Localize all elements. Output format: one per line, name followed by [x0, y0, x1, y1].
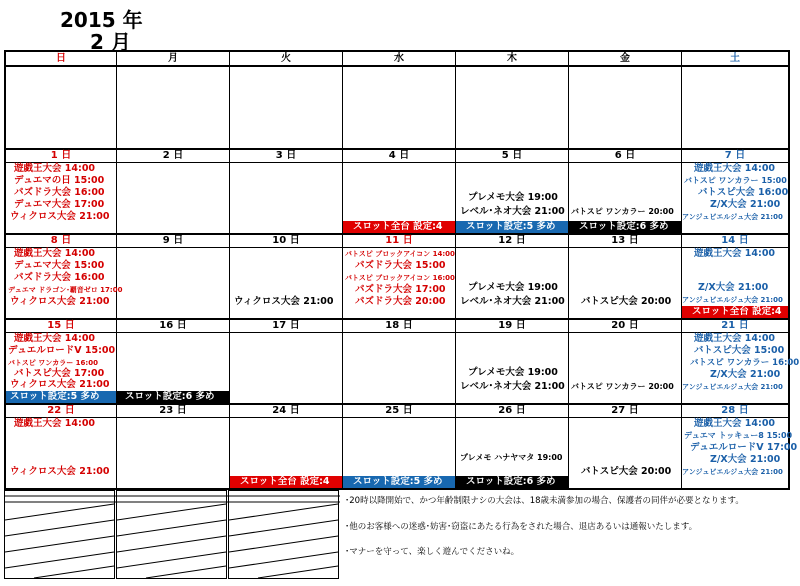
event: バトスピ ブロックアイコン 16:00	[345, 274, 455, 282]
event: パズドラ大会 17:00	[355, 284, 446, 295]
day-cell-16	[117, 320, 229, 403]
weekday-thu: 木	[456, 52, 568, 66]
event: デュエマ トッキュー8 15:00	[684, 431, 793, 440]
day-number: 7 日	[682, 150, 788, 163]
note-age-restriction: ･20時以降開始で、かつ年齢制限ナシの大会は、18歳未満参加の場合、保護者の同伴が必要となります。	[345, 496, 744, 506]
day-cell-19	[456, 320, 568, 403]
event: 遊戯王大会 14:00	[14, 418, 96, 429]
event: デュエマ ドラゴン･覇音ゼロ 17:00	[8, 286, 123, 294]
event: バトスピ大会 20:00	[581, 466, 672, 477]
day-number: 12 日	[456, 235, 568, 248]
weekday-mon: 月	[117, 52, 229, 66]
slot-band: スロット設定:5 多め	[6, 391, 116, 403]
slot-band: スロット設定:6 多め	[117, 391, 229, 403]
day-number: 15 日	[6, 320, 116, 333]
event: デュエルロードV 17:00	[690, 442, 798, 453]
day-cell-25	[343, 405, 455, 490]
event: レベル･ネオ大会 21:00	[460, 206, 565, 217]
day-cell-14	[682, 235, 788, 318]
header-divider	[6, 66, 788, 67]
event: アンジュビエルジュ大会 21:00	[682, 468, 783, 476]
day-number: 1 日	[6, 150, 116, 163]
day-number: 14 日	[682, 235, 788, 248]
day-cell-23	[117, 405, 229, 490]
event: 遊戯王大会 14:00	[14, 248, 96, 259]
event: バトスピ ワンカラー 20:00	[571, 207, 674, 216]
day-number: 20 日	[569, 320, 681, 333]
hatched-empty-cells	[4, 490, 340, 580]
slot-band: スロット全台 設定:4	[230, 476, 342, 488]
day-number: 25 日	[343, 405, 455, 418]
event: 遊戯王大会 14:00	[14, 333, 96, 344]
day-number: 22 日	[6, 405, 116, 418]
day-number: 5 日	[456, 150, 568, 163]
day-cell-6	[569, 150, 681, 233]
event: 遊戯王大会 14:00	[694, 333, 776, 344]
day-number: 3 日	[230, 150, 342, 163]
note-conduct: ･他のお客様への迷惑･妨害･窃盗にあたる行為をされた場合、退店あるいは通報いたします。	[345, 522, 698, 532]
day-cell-2	[117, 150, 229, 233]
event: レベル･ネオ大会 21:00	[460, 296, 565, 307]
event: 遊戯王大会 14:00	[694, 163, 776, 174]
day-cell-20	[569, 320, 681, 403]
weekday-wed: 水	[343, 52, 455, 66]
day-cell-28	[682, 405, 798, 490]
day-number: 17 日	[230, 320, 342, 333]
event: バトスピ大会 20:00	[581, 296, 672, 307]
event: Z/X大会 21:00	[698, 282, 769, 293]
slot-band: スロット設定:5 多め	[456, 221, 568, 233]
event: 遊戯王大会 14:00	[694, 418, 776, 429]
day-number: 11 日	[343, 235, 455, 248]
event: パズドラ大会 20:00	[355, 296, 446, 307]
event: Z/X大会 21:00	[710, 369, 781, 380]
event: プレメモ大会 19:00	[468, 192, 558, 203]
day-number: 13 日	[569, 235, 681, 248]
event: Z/X大会 21:00	[710, 199, 781, 210]
event: 遊戯王大会 14:00	[694, 248, 776, 259]
weekday-fri: 金	[569, 52, 681, 66]
day-number: 28 日	[682, 405, 788, 418]
day-cell-10	[230, 235, 342, 318]
day-number: 24 日	[230, 405, 342, 418]
day-cell-12	[456, 235, 568, 318]
event: レベル･ネオ大会 21:00	[460, 381, 565, 392]
day-cell-13	[569, 235, 681, 318]
day-cell-7	[682, 150, 788, 233]
note-manners: ･マナーを守って、楽しく遊んでくださいね。	[345, 547, 520, 557]
day-cell-15	[6, 320, 116, 403]
event: バトスピ ワンカラー 16:00	[8, 359, 98, 367]
day-cell-27	[569, 405, 681, 490]
day-cell-8	[6, 235, 123, 318]
event: ウィクロス大会 21:00	[10, 296, 110, 307]
event: ウィクロス大会 21:00	[10, 379, 110, 390]
event: バトスピ大会 17:00	[14, 368, 105, 379]
slot-band: スロット全台 設定:4	[343, 221, 455, 233]
day-cell-17	[230, 320, 342, 403]
event: バトスピ大会 16:00	[698, 187, 789, 198]
event: バトスピ ワンカラー 15:00	[684, 176, 787, 185]
event: アンジュビエルジュ大会 21:00	[682, 383, 783, 391]
slot-band: スロット全台 設定:4	[682, 306, 788, 318]
calendar-grid	[4, 50, 800, 490]
event: バトスピ大会 15:00	[694, 345, 785, 356]
event: プレメモ大会 19:00	[468, 367, 558, 378]
day-cell-9	[117, 235, 229, 318]
weekday-tue: 火	[230, 52, 342, 66]
day-number: 6 日	[569, 150, 681, 163]
event: ウィクロス大会 21:00	[234, 296, 334, 307]
event: バトスピ ワンカラー 16:00	[690, 358, 800, 368]
day-number: 26 日	[456, 405, 568, 418]
day-cell-4	[343, 150, 455, 233]
event: パズドラ大会 16:00	[14, 187, 105, 198]
event: ウィクロス大会 21:00	[10, 466, 110, 477]
month-title: 2 月	[90, 30, 131, 54]
day-number: 23 日	[117, 405, 229, 418]
event: パズドラ大会 15:00	[355, 260, 446, 271]
event: バトスピ ワンカラー 20:00	[571, 382, 674, 391]
day-number: 19 日	[456, 320, 568, 333]
slot-band: スロット設定:6 多め	[456, 476, 568, 488]
day-cell-3	[230, 150, 342, 233]
event: 遊戯王大会 14:00	[14, 163, 96, 174]
event: アンジュビエルジュ大会 21:00	[682, 296, 783, 304]
event: デュエルロードV 15:00	[8, 345, 116, 356]
slot-band: スロット設定:6 多め	[569, 221, 681, 233]
day-number: 21 日	[682, 320, 788, 333]
event: デュエマ大会 15:00	[14, 260, 105, 271]
event: プレメモ大会 19:00	[468, 282, 558, 293]
day-number: 10 日	[230, 235, 342, 248]
day-number: 4 日	[343, 150, 455, 163]
day-number: 9 日	[117, 235, 229, 248]
day-cell-5	[456, 150, 568, 233]
event: アンジュビエルジュ大会 21:00	[682, 213, 783, 221]
day-number: 18 日	[343, 320, 455, 333]
day-number: 2 日	[117, 150, 229, 163]
day-cell-18	[343, 320, 455, 403]
day-cell-26	[456, 405, 568, 490]
day-cell-21	[682, 320, 800, 403]
event: バトスピ ブロックアイコン 14:00	[345, 250, 455, 258]
day-cell-24	[230, 405, 342, 490]
weekday-sun: 日	[6, 52, 116, 66]
event: デュエマ大会 17:00	[14, 199, 105, 210]
day-number: 27 日	[569, 405, 681, 418]
event: パズドラ大会 16:00	[14, 272, 105, 283]
day-cell-22	[6, 405, 116, 490]
event: Z/X大会 21:00	[710, 454, 781, 465]
year-title: 2015 年	[60, 8, 143, 32]
event: プレメモ ハナヤマタ 19:00	[460, 453, 563, 462]
weekday-sat: 土	[682, 52, 788, 66]
event: ウィクロス大会 21:00	[10, 211, 110, 222]
slot-band: スロット設定:5 多め	[343, 476, 455, 488]
day-cell-11	[343, 235, 455, 318]
day-number: 8 日	[6, 235, 116, 248]
day-number: 16 日	[117, 320, 229, 333]
event: デュエマの日 15:00	[14, 175, 105, 186]
day-cell-1	[6, 150, 116, 233]
